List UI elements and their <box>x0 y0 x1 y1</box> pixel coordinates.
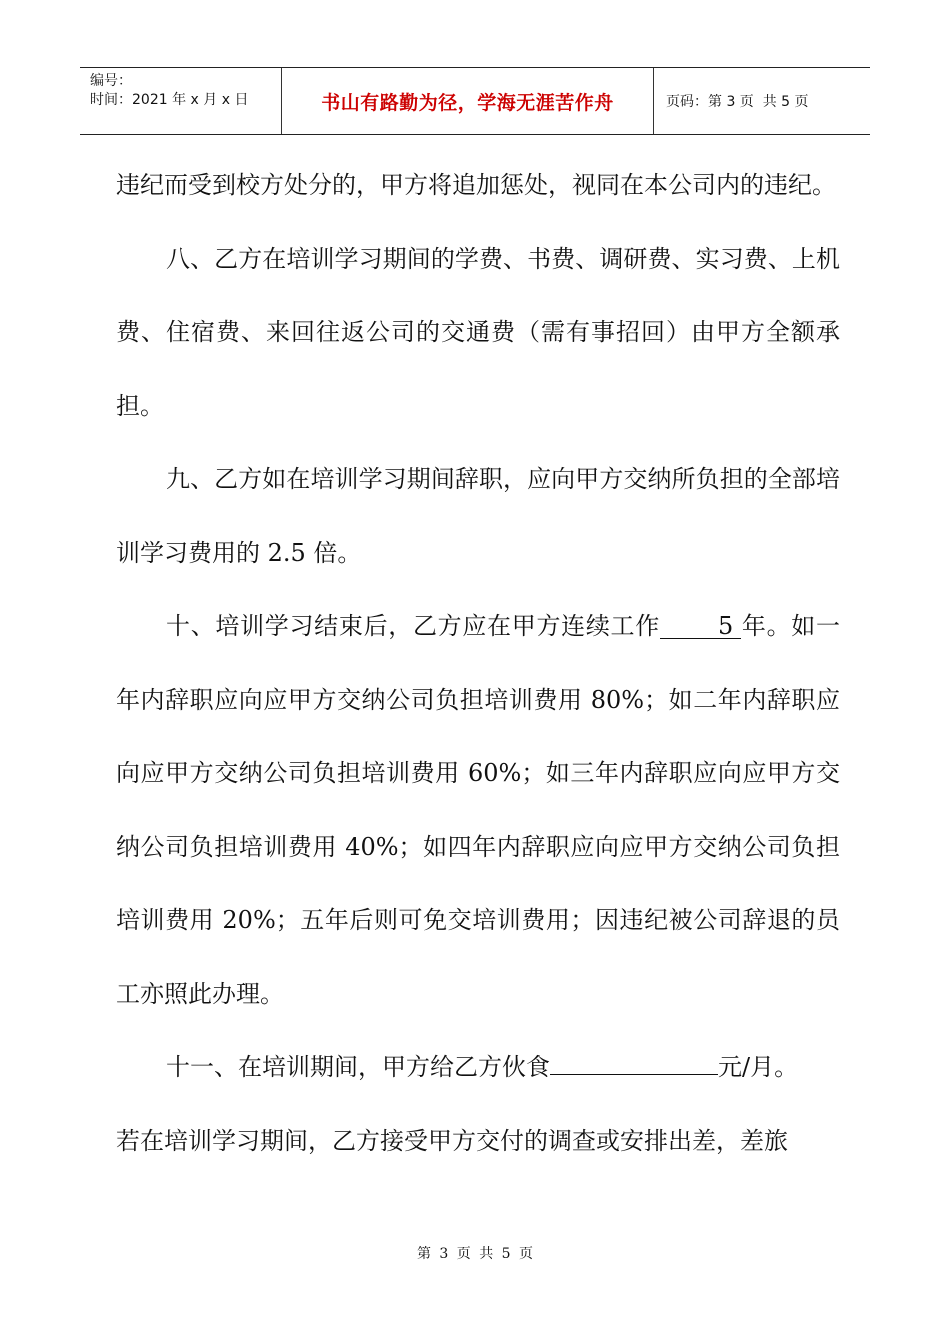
page-footer <box>0 1243 950 1263</box>
document-header <box>80 67 870 135</box>
motto-text: 书山有路勤为径，学海无涯苦作舟 <box>321 91 614 114</box>
header-motto <box>282 68 654 134</box>
paragraph-travel: 若在培训学习期间，乙方接受甲方交付的调查或安排出差，差旅 <box>116 1126 788 1155</box>
paragraph-clause-9: 九、乙方如在培训学习期间辞职，应向甲方交纳所负担的全部培训学习费用的 2.5 倍。 <box>116 465 840 567</box>
paragraph-clause-11 <box>116 1031 840 1105</box>
document-date: 时间：2021 年 x 月 x 日 <box>90 92 249 108</box>
header-meta <box>80 68 282 134</box>
header-page-code <box>654 68 870 134</box>
paragraph-clause-10 <box>116 590 840 1031</box>
meal-allowance-blank <box>550 1054 718 1075</box>
clause-11-unit: 元/月。 <box>718 1053 799 1081</box>
document-body <box>116 149 840 1178</box>
paragraph-clause-8: 八、乙方在培训学习期间的学费、书费、调研费、实习费、上机费、住宿费、来回往返公司的交通费（需有事招回）由甲方全额承担。 <box>116 244 840 420</box>
clause-11-lead: 十一、在培训期间，甲方给乙方伙食 <box>166 1053 550 1081</box>
service-years-value: 5 <box>660 614 741 639</box>
document-number-label: 编号： <box>90 73 132 89</box>
clause-10-rest: 年。如一年内辞职应向应甲方交纳公司负担培训费用 80%；如二年内辞职应向应甲方交纳公司负担培训费用 60%；如三年内辞职应向应甲方交纳公司负担培训费用 40%；如四年内辞职应向应甲方交纳公司负担培训费用 20%；五年后则可免交培训费用；因违纪被公司辞退的员工亦照此办理。 <box>116 612 841 1008</box>
paragraph-continuation: 违纪而受到校方处分的，甲方将追加惩处，视同在本公司内的违纪。 <box>116 171 836 199</box>
footer-page-number: 第 3 页 共 5 页 <box>416 1246 534 1262</box>
page-code-text: 页码：第 3 页 共 5 页 <box>666 94 809 110</box>
clause-10-lead: 十、培训学习结束后，乙方应在甲方连续工作 <box>166 612 660 640</box>
